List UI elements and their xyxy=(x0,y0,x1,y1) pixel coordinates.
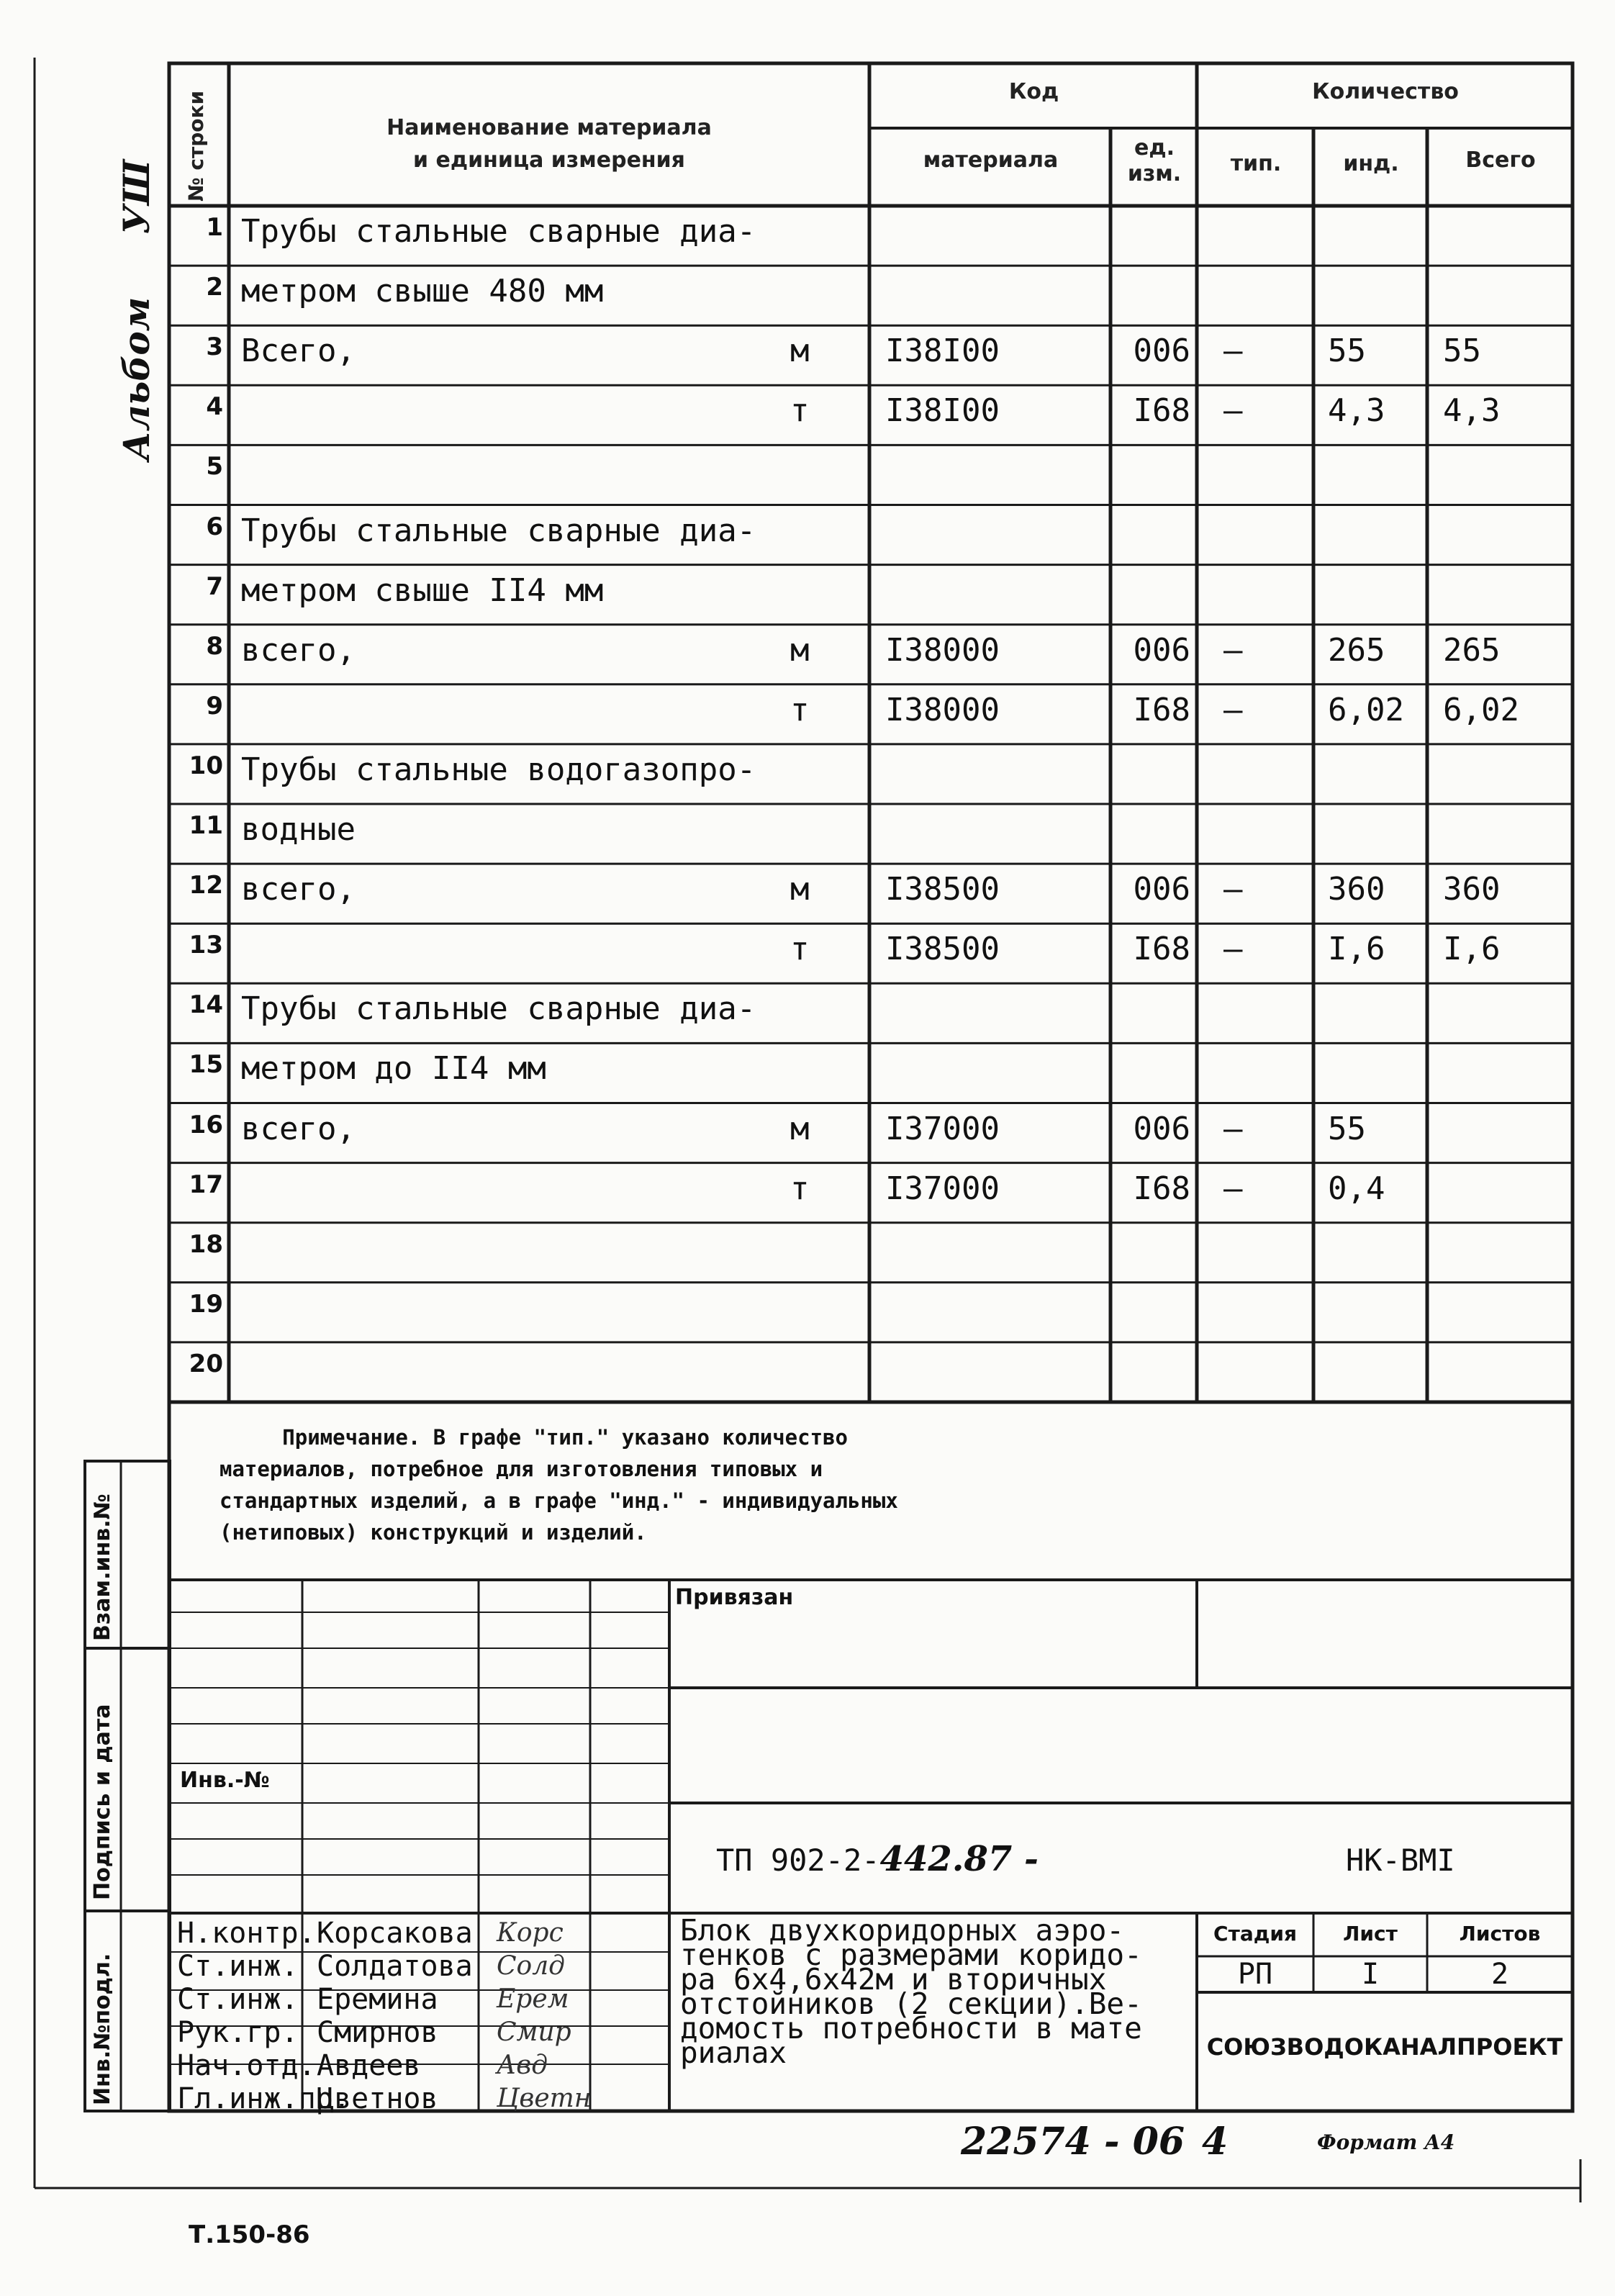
signature: Авд xyxy=(497,2051,548,2080)
table-row xyxy=(0,1283,1615,1342)
material-name: метром свыше II4 мм xyxy=(241,571,604,609)
qty-ind: 6,02 xyxy=(1328,691,1404,728)
header-qty-ind: инд. xyxy=(1343,151,1399,176)
privyazan-label: Привязан xyxy=(675,1585,794,1610)
signature: Смир xyxy=(497,2017,571,2047)
row-number: 12 xyxy=(189,871,223,900)
row-number: 18 xyxy=(189,1229,223,1259)
qty-typ: – xyxy=(1223,1170,1243,1207)
material-code: I38000 xyxy=(885,631,1000,669)
signer-name: Смирнов xyxy=(317,2016,438,2049)
sheet-label: Лист xyxy=(1343,1922,1398,1945)
stage-value: РП xyxy=(1237,1958,1273,1991)
signer-role: Ст.инж. xyxy=(177,1983,299,2016)
material-code: I38I00 xyxy=(885,333,1000,370)
signer-name: Еремина xyxy=(317,1983,438,2016)
unit-of-measure: м xyxy=(790,871,810,908)
unit-of-measure: т xyxy=(790,1170,810,1207)
table-row xyxy=(0,266,1615,325)
table-row xyxy=(0,684,1615,744)
unit-of-measure: т xyxy=(790,392,810,430)
table-row xyxy=(0,385,1615,445)
unit-of-measure: м xyxy=(790,333,810,370)
qty-total: 6,02 xyxy=(1443,691,1519,728)
material-name: Трубы стальные водогазопро- xyxy=(241,751,756,788)
row-number: 15 xyxy=(189,1050,223,1080)
row-number: 19 xyxy=(189,1289,223,1319)
header-code-material: материала xyxy=(923,148,1059,173)
unit-code: 006 xyxy=(1133,333,1190,370)
unit-of-measure: м xyxy=(790,1110,810,1147)
table-row xyxy=(0,744,1615,804)
qty-typ: – xyxy=(1223,931,1243,968)
material-name: всего, xyxy=(241,631,356,669)
material-code: I37000 xyxy=(885,1170,1000,1207)
signer-name: Корсакова xyxy=(317,1917,473,1950)
organization: СОЮЗВОДОКАНАЛПРОЕКТ xyxy=(1206,2033,1563,2061)
material-name: всего, xyxy=(241,1110,356,1147)
table-row xyxy=(0,1342,1615,1402)
row-number: 4 xyxy=(206,392,223,422)
unit-code: 006 xyxy=(1133,631,1190,669)
table-row xyxy=(0,1223,1615,1283)
table-row xyxy=(0,864,1615,923)
qty-typ: – xyxy=(1223,631,1243,669)
qty-ind: 265 xyxy=(1328,631,1385,669)
material-code: I37000 xyxy=(885,1110,1000,1147)
unit-code: I68 xyxy=(1133,931,1190,968)
signature: Солд xyxy=(497,1951,565,1981)
unit-code: I68 xyxy=(1133,392,1190,430)
table-row xyxy=(0,505,1615,565)
signer-role: Гл.инж.пр. xyxy=(177,2082,350,2115)
table-row xyxy=(0,923,1615,983)
material-name: Трубы стальные сварные диа- xyxy=(241,512,756,549)
sheets-label: Листов xyxy=(1459,1922,1541,1945)
archive-number: 22574 - 06 xyxy=(961,2120,1185,2164)
stamp-vzam-inv: Взам.инв.№ xyxy=(90,1493,115,1641)
document-code: ТП 902-2-442.87 - xyxy=(716,1839,1039,1879)
material-name: метром свыше 480 мм xyxy=(241,273,604,310)
format-label: Формат А4 xyxy=(1317,2130,1455,2154)
row-number: 2 xyxy=(206,273,223,302)
row-number: 9 xyxy=(206,691,223,720)
table-row xyxy=(0,206,1615,266)
header-qty-typ: тип. xyxy=(1230,151,1282,176)
row-number: 11 xyxy=(189,811,223,840)
signer-name: Авдеев xyxy=(317,2049,421,2082)
header-quantity: Количество xyxy=(1312,79,1459,104)
header-name-line1: Наименование материала xyxy=(386,115,712,140)
sheets-value: 2 xyxy=(1490,1958,1509,1991)
row-number: 7 xyxy=(206,571,223,601)
signer-name: Цветнов xyxy=(317,2082,438,2115)
stamp-inv-podl: Инв.№подл. xyxy=(90,1953,115,2105)
footnote: Примечание. В графе "тип." указано количество материалов, потребное для изготовления типовых и стандартных изделий, а в графе "инд." - индивидуальных (нетиповых) конструкций и изделий. xyxy=(220,1425,898,1545)
signer-role: Рук.гр. xyxy=(177,2016,299,2049)
unit-code: I68 xyxy=(1133,691,1190,728)
album-label: Альбом УШ xyxy=(115,159,158,461)
table-row xyxy=(0,325,1615,385)
table-row xyxy=(0,1103,1615,1163)
qty-typ: – xyxy=(1223,1110,1243,1147)
row-number: 14 xyxy=(189,990,223,1020)
qty-total: 4,3 xyxy=(1443,392,1501,430)
qty-total: 265 xyxy=(1443,631,1501,669)
signature: Корс xyxy=(497,1918,564,1948)
form-code: Т.150-86 xyxy=(189,2220,310,2249)
qty-ind: I,6 xyxy=(1328,931,1385,968)
signer-role: Ст.инж. xyxy=(177,1950,299,1983)
row-number: 5 xyxy=(206,452,223,482)
sheet-value: I xyxy=(1361,1958,1380,1991)
header-row-number: № строки xyxy=(184,90,208,202)
unit-of-measure: т xyxy=(790,691,810,728)
material-name: метром до II4 мм xyxy=(241,1050,546,1088)
row-number: 17 xyxy=(189,1170,223,1199)
header-code-unit: ед. изм. xyxy=(1127,135,1182,186)
qty-ind: 0,4 xyxy=(1328,1170,1385,1207)
sheet-code: НК-ВМI xyxy=(1346,1843,1455,1878)
row-number: 10 xyxy=(189,751,223,780)
qty-ind: 360 xyxy=(1328,871,1385,908)
qty-typ: – xyxy=(1223,333,1243,370)
material-name: Всего, xyxy=(241,333,356,370)
row-number: 6 xyxy=(206,512,223,541)
qty-typ: – xyxy=(1223,691,1243,728)
row-number: 16 xyxy=(189,1110,223,1139)
stage-label: Стадия xyxy=(1213,1922,1297,1945)
header-code: Код xyxy=(1008,79,1059,104)
row-number: 20 xyxy=(189,1349,223,1378)
material-code: I38000 xyxy=(885,691,1000,728)
material-code: I38500 xyxy=(885,931,1000,968)
qty-ind: 4,3 xyxy=(1328,392,1385,430)
row-number: 3 xyxy=(206,333,223,362)
header-qty-total: Всего xyxy=(1465,148,1536,173)
table-row xyxy=(0,625,1615,684)
qty-ind: 55 xyxy=(1328,1110,1366,1147)
qty-typ: – xyxy=(1223,392,1243,430)
row-number: 8 xyxy=(206,631,223,661)
table-row xyxy=(0,1043,1615,1103)
table-row xyxy=(0,983,1615,1043)
qty-total: 55 xyxy=(1443,333,1481,370)
row-number: 1 xyxy=(206,213,223,242)
signer-role: Нач.отд. xyxy=(177,2049,316,2082)
page-number: 4 xyxy=(1202,2120,1229,2164)
material-name: всего, xyxy=(241,871,356,908)
qty-ind: 55 xyxy=(1328,333,1366,370)
material-name: Трубы стальные сварные диа- xyxy=(241,213,756,250)
material-name: водные xyxy=(241,811,356,848)
inv-number-label: Инв.-№ xyxy=(180,1768,270,1793)
signer-name: Солдатова xyxy=(317,1950,473,1983)
stamp-podpis-data: Подпись и дата xyxy=(90,1704,115,1900)
signature: Цветн xyxy=(497,2084,592,2113)
qty-total: 360 xyxy=(1443,871,1501,908)
material-code: I38I00 xyxy=(885,392,1000,430)
unit-of-measure: т xyxy=(790,931,810,968)
header-name-line2: и единица измерения xyxy=(413,148,685,173)
table-row xyxy=(0,804,1615,864)
qty-typ: – xyxy=(1223,871,1243,908)
table-row xyxy=(0,445,1615,505)
signature: Ерем xyxy=(497,1984,569,2014)
unit-code: 006 xyxy=(1133,1110,1190,1147)
qty-total: I,6 xyxy=(1443,931,1501,968)
material-code: I38500 xyxy=(885,871,1000,908)
unit-code: 006 xyxy=(1133,871,1190,908)
table-row xyxy=(0,1163,1615,1223)
document-description: Блок двухкоридорных аэро- тенков с размерами коридо- ра 6х4,6х42м и вторичных отстойников (2 секции).Ве- домость потребности в мате риалах xyxy=(680,1913,1142,2070)
signer-role: Н.контр. xyxy=(177,1917,316,1950)
unit-code: I68 xyxy=(1133,1170,1190,1207)
table-row xyxy=(0,565,1615,625)
material-name: Трубы стальные сварные диа- xyxy=(241,990,756,1028)
unit-of-measure: м xyxy=(790,631,810,669)
row-number: 13 xyxy=(189,931,223,960)
